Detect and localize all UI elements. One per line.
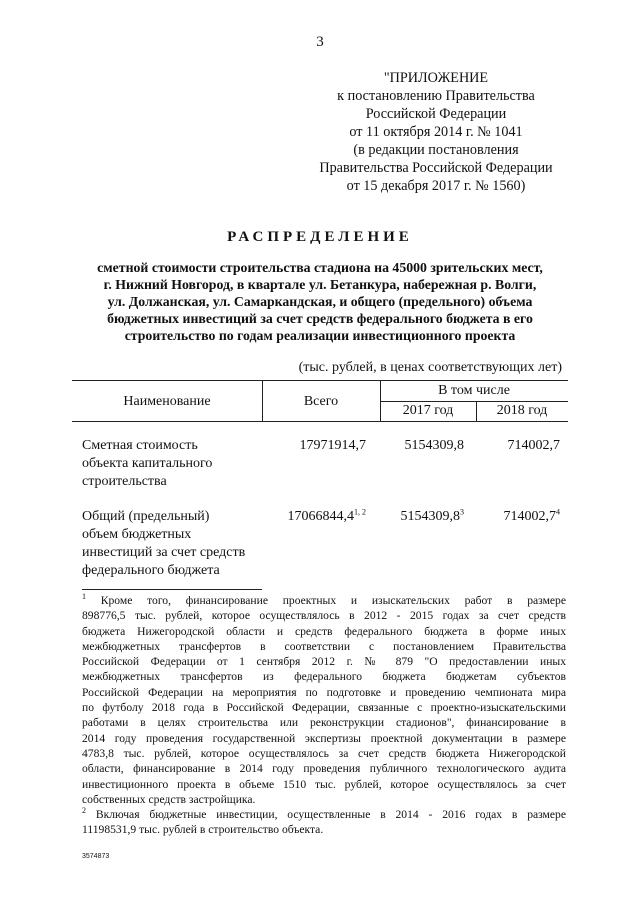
- header-name: Наименование: [123, 394, 211, 409]
- table-header-bottom-rule: [72, 421, 568, 422]
- document-title: РАСПРЕДЕЛЕНИЕ: [227, 229, 413, 245]
- footnote-rule: [82, 589, 262, 590]
- footnotes: [82, 593, 566, 838]
- footnote-2: $^2$ Включая бюджетные инвестиции, осуществленные в 2014 - 2016 годах в размере 11198531,9 тыс. рублей в строительство объекта.: [82, 806, 566, 837]
- header-total: Всего: [303, 394, 339, 409]
- table-cell-2017: 5154309,8$^3$: [400, 507, 464, 524]
- appendix-header: [300, 69, 572, 195]
- subtitle-line: ул. Должанская, ул. Самаркандская, и общего (предельного) объема: [107, 294, 533, 309]
- appendix-line: (в редакции постановления: [353, 142, 519, 158]
- document-subtitle: [74, 259, 566, 344]
- footnote-marker: 1: [82, 592, 86, 602]
- table-row-name: Сметная стоимость объекта капитального строительства: [82, 438, 213, 489]
- table-row-name: Общий (предельный) объем бюджетных инвестиций за счет средств федерального бюджета: [82, 509, 246, 578]
- table-cell-total: 17066844,4$^{1, 2}$: [287, 507, 366, 524]
- subtitle-line: строительство по годам реализации инвестиционного проекта: [124, 328, 516, 343]
- subtitle-line: бюджетных инвестиций за счет средств федерального бюджета в его: [107, 311, 533, 326]
- table-top-rule: [72, 380, 568, 381]
- appendix-line: Правительства Российской Федерации: [319, 160, 553, 176]
- table-cell-total: 17971914,7: [299, 438, 366, 453]
- table-cell-2018: 714002,7: [507, 438, 560, 453]
- appendix-line: "ПРИЛОЖЕНИЕ: [383, 70, 489, 86]
- header-year-2017: 2017 год: [402, 403, 454, 418]
- page-number: 3: [316, 34, 324, 50]
- appendix-line: к постановлению Правительства: [337, 88, 535, 104]
- appendix-line: Российской Федерации: [365, 106, 507, 122]
- appendix-line: от 15 декабря 2017 г. № 1560): [346, 178, 526, 194]
- header-including: В том числе: [438, 383, 510, 398]
- appendix-line: от 11 октября 2014 г. № 1041: [349, 124, 523, 140]
- footnote-1: $^1$ Кроме того, финансирование проектных и изыскательских работ в размере 898776,5 тыс. рублей, которое осуществлялось в 2012 - 2015 годах за счет средств бюджета Нижегородской области и средств федерального бюджета в форме иных межбюджетных трансфертов в соответствии с постановлением Правительства Российской Федерации от 1 сентября 2012 г. № 879 "О предоставлении иных межбюджетных трансфертов из федерального бюджета бюджетам субъектов Российской Федерации на мероприятия по подготовке и проведению чемпионата мира по футболу 2018 года в Российской Федерации, связанные с проектно-изыскательскими работами в целях строительства или реконструкции стадионов", финансирование в 2014 году проведения государственной экспертизы проектной документации в размере 4783,8 тыс. рублей, которое осуществлялось за счет средств бюджета Нижегородской области, финансирование в 2014 году проведения публичного технологического аудита инвестиционного проекта в объеме 1510 тыс. рублей, которое осуществлялось за счет собственных средств застройщика.: [82, 592, 566, 806]
- document-code: 3574873: [82, 853, 110, 860]
- footnote-marker: 2: [82, 806, 86, 816]
- units-note: (тыс. рублей, в ценах соответствующих лет): [298, 360, 562, 375]
- subtitle-line: сметной стоимости строительства стадиона на 45000 зрительских мест,: [97, 260, 543, 275]
- table-cell-2017: 5154309,8: [404, 438, 464, 453]
- header-year-2018: 2018 год: [496, 403, 548, 418]
- table-cell-2018: 714002,7$^4$: [503, 507, 560, 524]
- subtitle-line: г. Нижний Новгород, в квартале ул. Бетанкура, набережная р. Волги,: [103, 277, 537, 292]
